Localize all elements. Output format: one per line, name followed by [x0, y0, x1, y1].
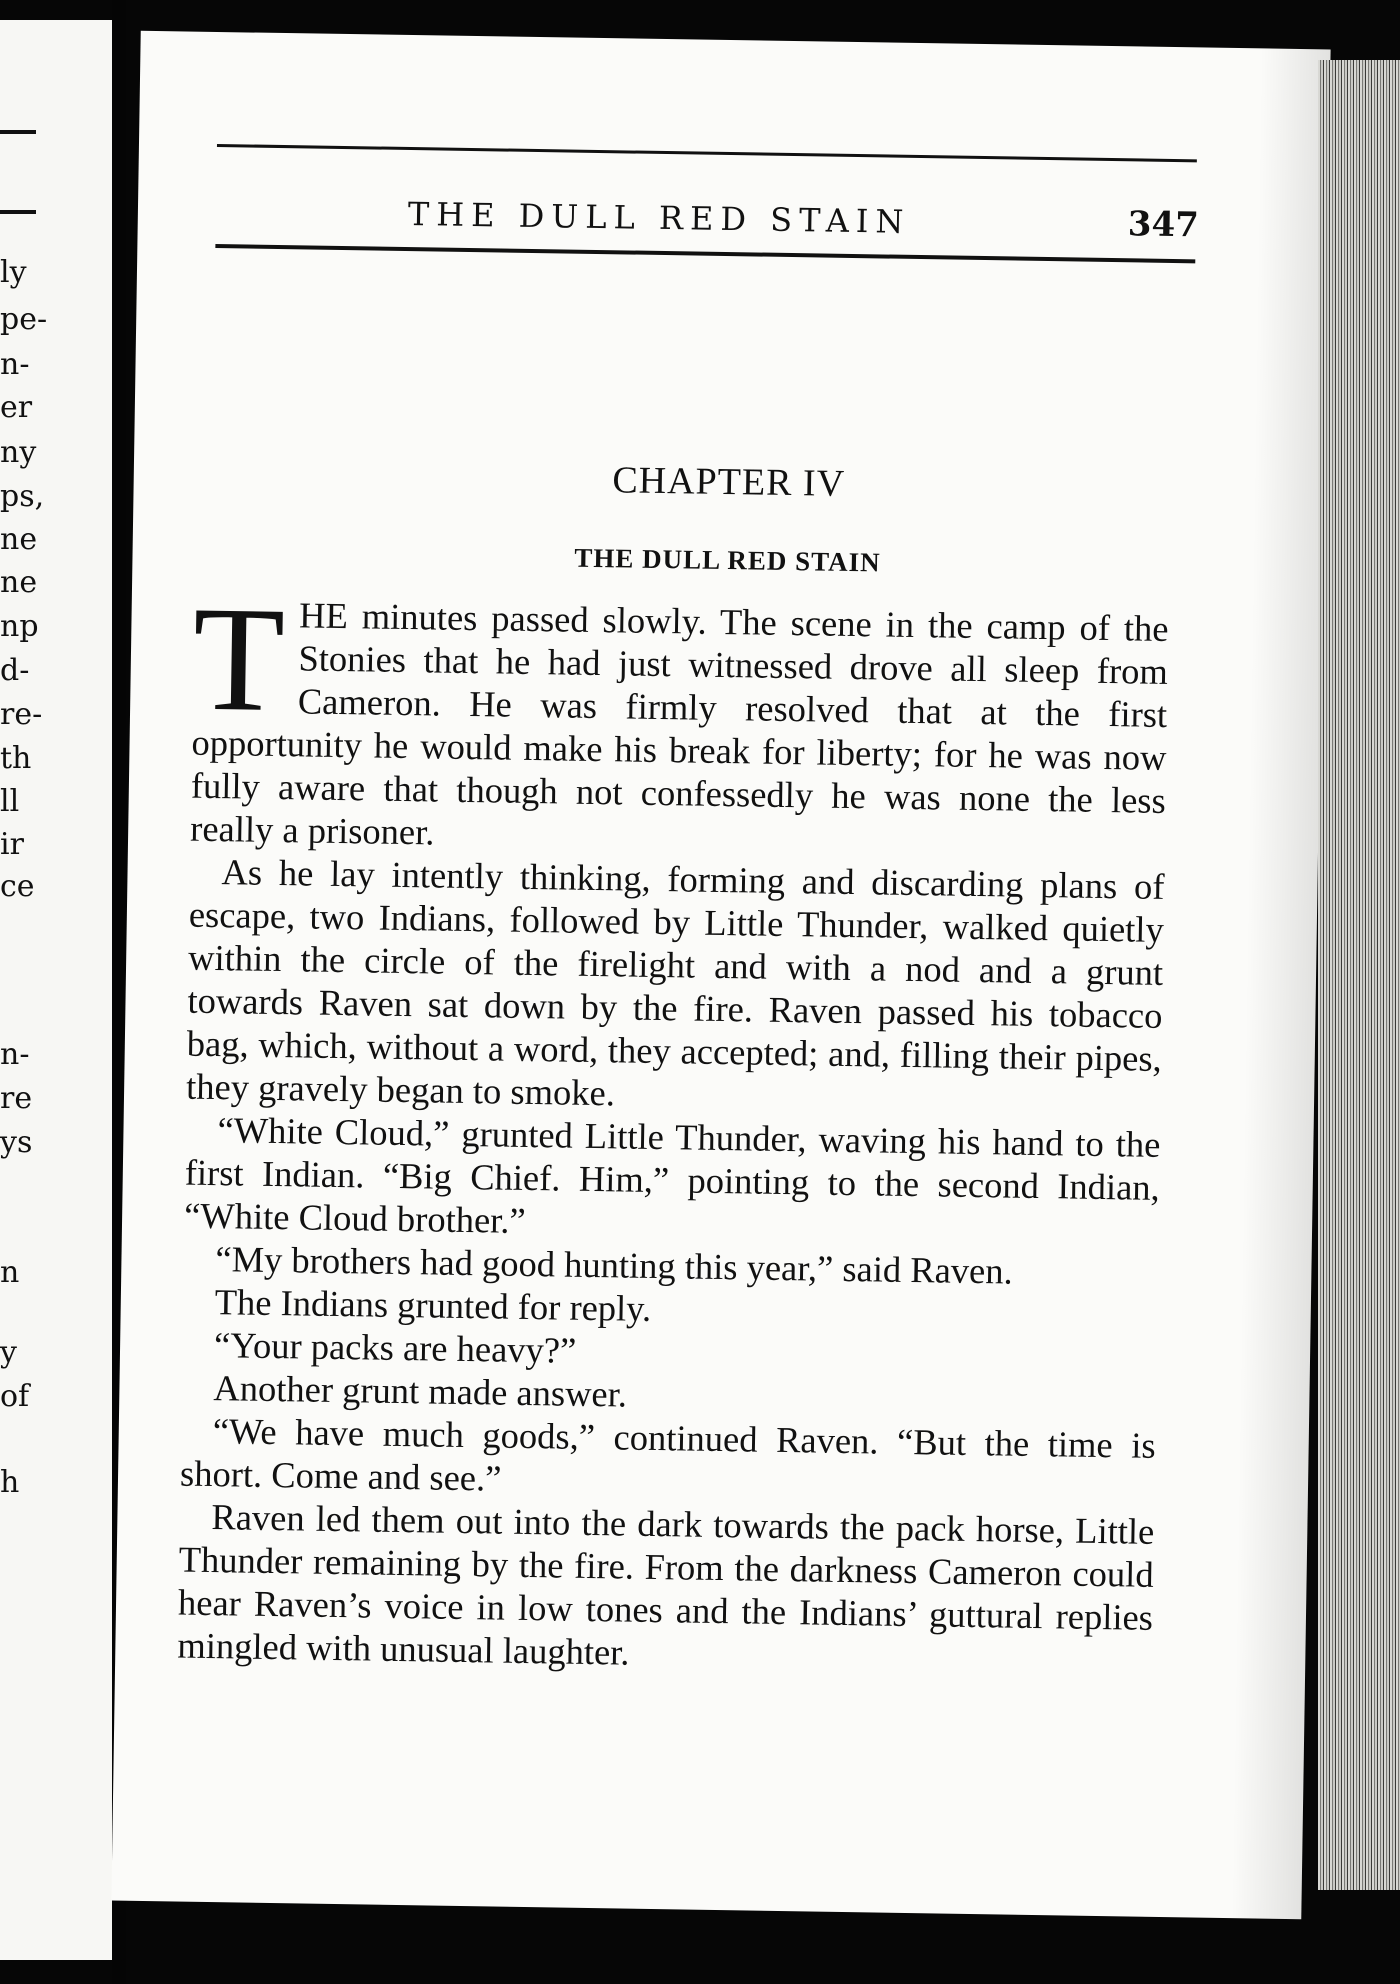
previous-page-fragment: re [0, 1081, 33, 1116]
previous-page-fragment: er [0, 390, 33, 425]
previous-page-fragment: of [0, 1379, 30, 1414]
previous-page-fragment: ys [0, 1125, 33, 1160]
book-page [111, 31, 1330, 1919]
previous-page-fragment: n [0, 1255, 20, 1290]
paragraph: Raven led them out into the dark towards the pack horse, Little Thunder remaining by the fire. From the darkness Cameron could hear Raven’s voice in low tones and the Indians’ guttural replies mingled with unusual laughter. [177, 1496, 1155, 1673]
previous-page-fragment: n- [0, 1037, 30, 1072]
previous-page-fragment: h [0, 1465, 20, 1500]
previous-page-fragment: d- [0, 653, 30, 688]
paragraph [189, 575, 1169, 865]
previous-page-fragment: ll [0, 784, 20, 819]
page-shading [1231, 48, 1330, 1919]
previous-page-fragment: ir [0, 827, 24, 862]
page-number: 347 [1127, 204, 1200, 246]
header-top-rule [217, 144, 1197, 162]
paragraph: “We have much goods,” continued Raven. “But the time is short. Come and see.” [179, 1410, 1156, 1499]
previous-page-rule [0, 130, 36, 134]
previous-page-fragment: re- [0, 697, 43, 732]
paragraph: “Your packs are heavy?” [213, 1324, 577, 1371]
previous-page-fragment: ly [0, 255, 27, 290]
previous-page-fragment: n- [0, 347, 30, 382]
previous-page-fragment: ce [0, 869, 35, 904]
previous-page-fragment: y [0, 1335, 17, 1370]
previous-page-fragment: pe- [0, 302, 48, 337]
chapter-subtitle: THE DULL RED STAIN [574, 542, 881, 578]
paragraph-text: HE minutes passed slowly. The scene in the camp of the Stonies that he had just witnessed drove all sleep from Cameron. He was firmly resolved that at the first opportunity he would make his break for liberty; for he was now fully aware that though not confessedly he was none the less really a prisoner. [189, 594, 1169, 853]
paragraph: As he lay intently thinking, forming and discarding plans of escape, two Indians, followed by Little Thunder, walked quietly within the circle of the firelight and with a nod and a grunt towards Raven sat down by the fire. Raven passed his tobacco bag, which, without a word, they accepted; and, filling their pipes, they gravely began to smoke. [185, 851, 1165, 1114]
previous-page-fragment: ne [0, 565, 38, 600]
previous-page-rule [0, 210, 36, 214]
paragraph: The Indians grunted for reply. [214, 1281, 652, 1329]
previous-page-fragment: np [0, 609, 39, 644]
previous-page-fragment: th [0, 741, 32, 776]
paragraph: Another grunt made answer. [213, 1367, 628, 1415]
stacked-page-edges [1318, 60, 1400, 1890]
chapter-title: CHAPTER IV [612, 459, 846, 505]
drop-cap: T [191, 575, 286, 744]
previous-page-fragment: ps, [0, 479, 45, 514]
previous-page-fragment: ne [0, 522, 38, 557]
chapter-body [177, 575, 1169, 1682]
previous-page-fragment: ny [0, 435, 37, 470]
paragraph: “My brothers had good hunting this year,” said Raven. [215, 1238, 1014, 1292]
paragraph: “White Cloud,” grunted Little Thunder, waving his hand to the first Indian. “Big Chief. Him,” pointing to the second Indian, “White Cloud brother.” [183, 1109, 1161, 1241]
header-bottom-rule [215, 244, 1195, 263]
running-head-title: THE DULL RED STAIN [407, 194, 911, 241]
previous-page-edge [0, 20, 112, 1960]
